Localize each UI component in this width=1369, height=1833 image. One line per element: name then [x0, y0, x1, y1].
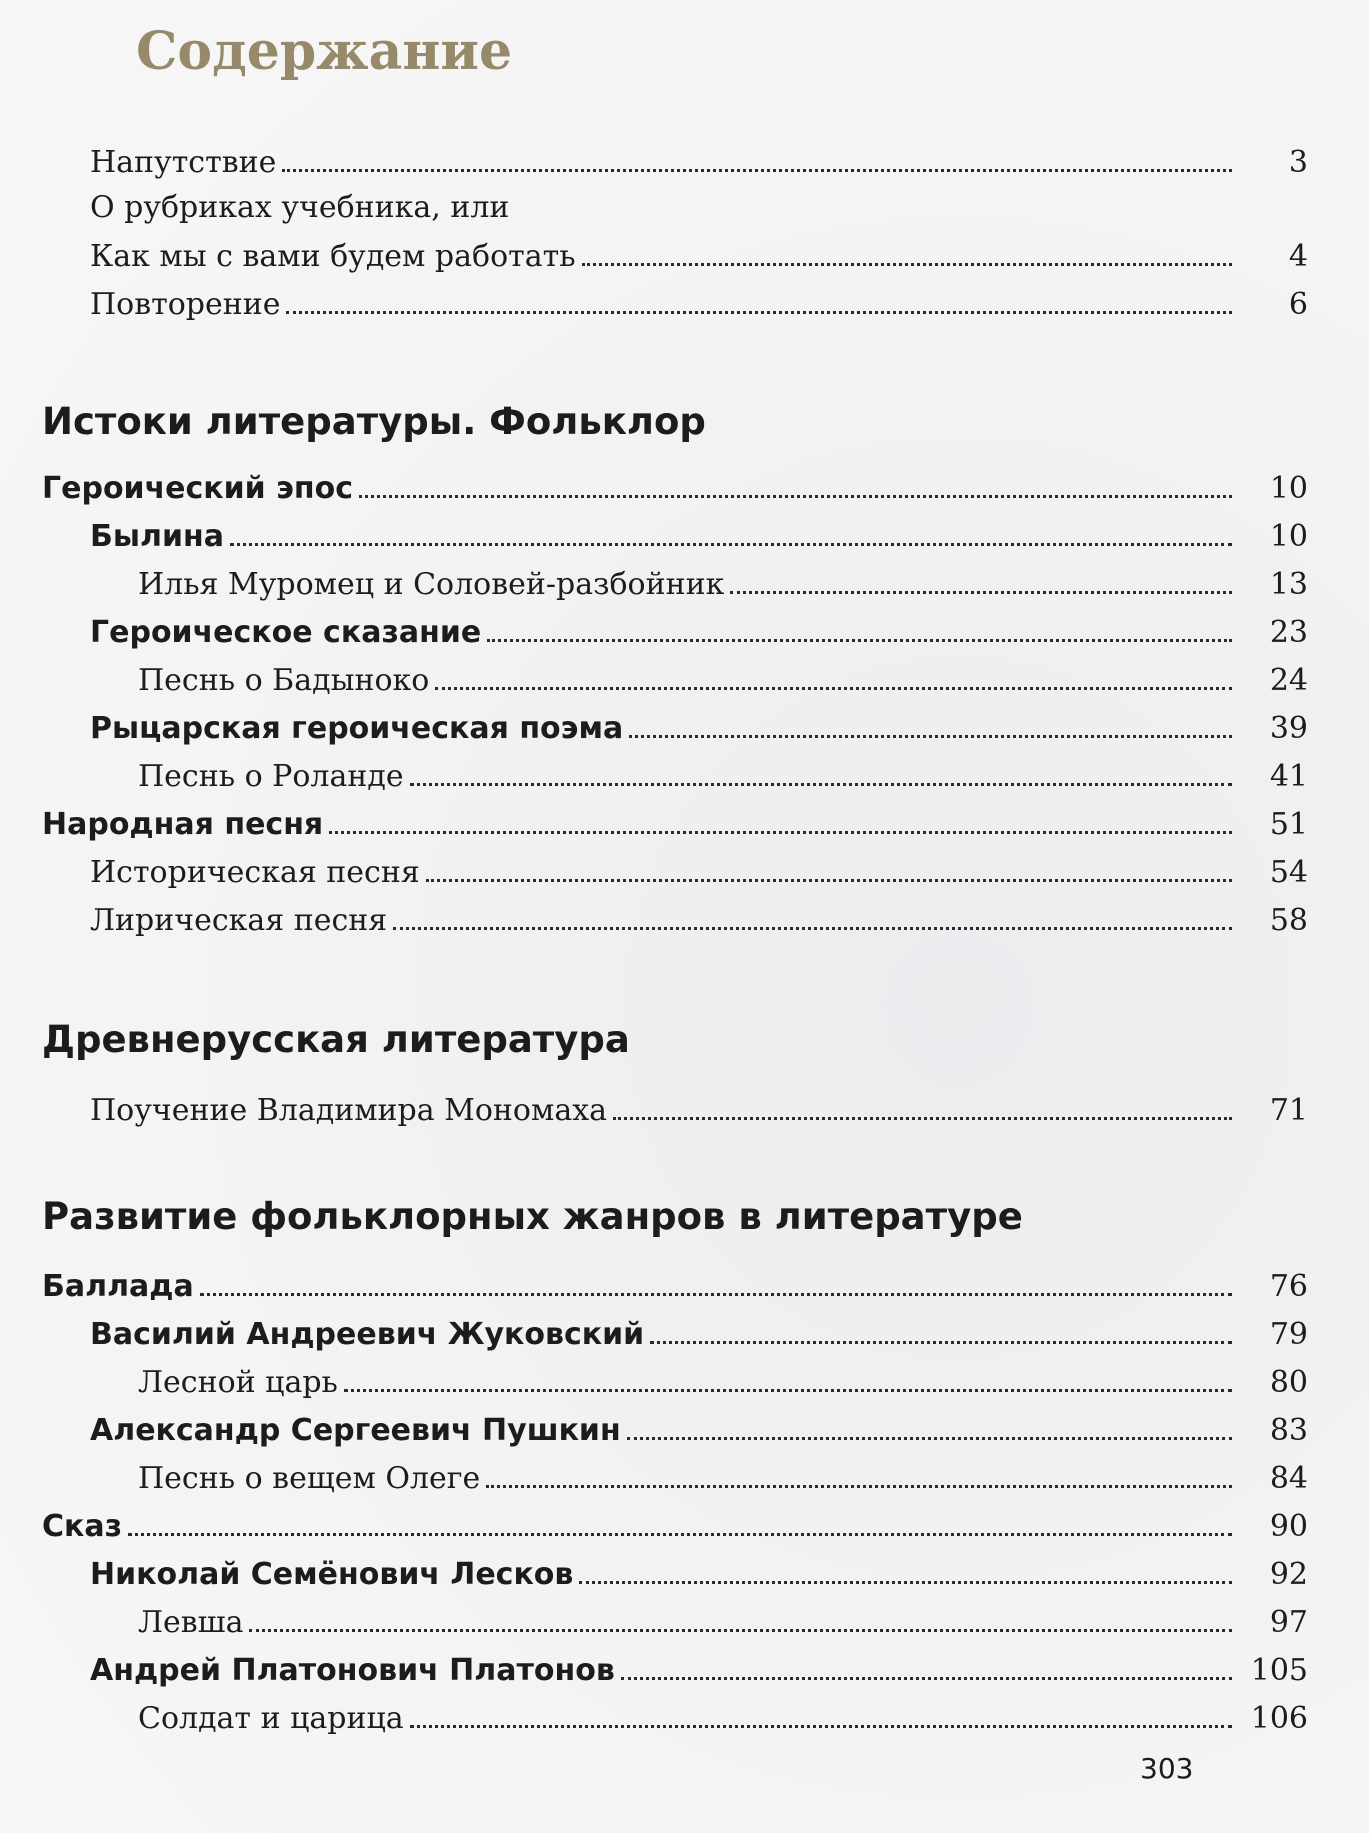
toc-entry	[90, 850, 1308, 890]
dot-leader	[410, 783, 1232, 786]
dot-leader	[286, 311, 1232, 314]
dot-leader	[650, 1341, 1232, 1344]
dot-leader	[359, 495, 1232, 498]
toc-entry-page: 41	[1269, 759, 1308, 794]
toc-entry-text: Солдат и царица	[138, 1701, 404, 1736]
dot-leader	[282, 169, 1232, 172]
dot-leader	[200, 1293, 1232, 1296]
toc-entry-text: Былина	[90, 519, 224, 554]
dot-leader	[487, 639, 1232, 642]
toc-entry-page: 6	[1288, 287, 1308, 322]
toc-entry-page: 106	[1250, 1701, 1308, 1736]
toc-entry-text: Левша	[138, 1605, 244, 1640]
toc-entry	[138, 658, 1308, 698]
toc-entry-text: Лирическая песня	[90, 903, 388, 938]
toc-entry-page: 83	[1269, 1413, 1308, 1448]
toc-entry-page: 84	[1269, 1461, 1308, 1496]
dot-leader	[486, 1485, 1232, 1488]
dot-leader	[128, 1533, 1232, 1536]
toc-entry	[90, 610, 1308, 650]
dot-leader	[230, 543, 1232, 546]
toc-entry-page: 51	[1269, 807, 1308, 842]
toc-entry-text: Баллада	[42, 1269, 194, 1304]
dot-leader	[393, 927, 1232, 930]
toc-entry	[138, 754, 1308, 794]
toc-entry-intro	[90, 282, 1308, 322]
dot-leader	[435, 687, 1232, 690]
toc-entry-intro	[90, 234, 1308, 274]
toc-entry-text: Андрей Платонович Платонов	[90, 1653, 615, 1688]
toc-entry-page: 90	[1269, 1509, 1308, 1544]
toc-entry-page: 3	[1288, 145, 1308, 180]
toc-entry-text: Поучение Владимира Мономаха	[90, 1093, 608, 1128]
section-heading: Истоки литературы. Фольклор	[42, 400, 706, 443]
toc-entry-page: 23	[1269, 615, 1308, 650]
toc-entry-text: Напутствие	[90, 145, 277, 180]
toc-entry-text: Сказ	[42, 1509, 123, 1544]
toc-entry	[90, 1088, 1308, 1128]
toc-entry	[90, 706, 1308, 746]
toc-entry	[90, 1408, 1308, 1448]
toc-entry-text: Илья Муромец и Соловей-разбойник	[138, 567, 725, 602]
toc-entry-page: 97	[1269, 1605, 1308, 1640]
toc-entry-page: 54	[1269, 855, 1308, 890]
dot-leader	[730, 591, 1232, 594]
toc-entry	[42, 802, 1308, 842]
dot-leader	[629, 735, 1232, 738]
toc-entry-page: 24	[1269, 663, 1308, 698]
toc-entry-text: Песнь о вещем Олеге	[138, 1461, 481, 1496]
dot-leader	[426, 879, 1232, 882]
toc-entry-text: Как мы с вами будем работать	[90, 239, 576, 274]
toc-entry-page: 4	[1288, 239, 1308, 274]
toc-entry-text: Народная песня	[42, 807, 324, 842]
toc-entry-text: Песнь о Роланде	[138, 759, 404, 794]
toc-entry-page: 71	[1269, 1093, 1308, 1128]
toc-entry	[42, 1264, 1308, 1304]
toc-entry-text: Песнь о Бадыноко	[138, 663, 430, 698]
toc-entry	[138, 1600, 1308, 1640]
toc-entry-text: О рубриках учебника, или	[90, 190, 510, 225]
toc-entry-text: Лесной царь	[138, 1365, 338, 1400]
toc-entry	[90, 898, 1308, 938]
toc-entry	[90, 514, 1308, 554]
toc-entry	[138, 1456, 1308, 1496]
dot-leader	[329, 831, 1232, 834]
toc-entry-text: Историческая песня	[90, 855, 420, 890]
toc-entry-page: 79	[1269, 1317, 1308, 1352]
dot-leader	[613, 1117, 1232, 1120]
toc-entry-page: 58	[1269, 903, 1308, 938]
section-heading: Древнерусская литература	[42, 1018, 630, 1061]
toc-entry	[138, 1360, 1308, 1400]
toc-entry-page: 10	[1269, 471, 1308, 506]
dot-leader	[627, 1437, 1232, 1440]
dot-leader	[410, 1725, 1232, 1728]
toc-entry	[42, 1504, 1308, 1544]
toc-entry	[90, 1648, 1308, 1688]
toc-entry-page: 80	[1269, 1365, 1308, 1400]
toc-entry-page: 13	[1269, 567, 1308, 602]
toc-entry-text: Василий Андреевич Жуковский	[90, 1317, 645, 1352]
toc-entry	[138, 562, 1308, 602]
toc-entry	[90, 1552, 1308, 1592]
toc-entry-text: Героический эпос	[42, 471, 354, 506]
toc-entry-text: Николай Семёнович Лесков	[90, 1557, 574, 1592]
toc-entry	[138, 1696, 1308, 1736]
dot-leader	[582, 263, 1232, 266]
toc-entry-page: 105	[1250, 1653, 1308, 1688]
toc-entry-page: 92	[1269, 1557, 1308, 1592]
toc-entry-page: 39	[1269, 711, 1308, 746]
page-title: Содержание	[136, 21, 513, 82]
toc-entry-page: 76	[1269, 1269, 1308, 1304]
toc-entry	[90, 1312, 1308, 1352]
page-number: 303	[1140, 1752, 1194, 1785]
toc-entry-intro	[90, 140, 1308, 180]
toc-entry-text: Героическое сказание	[90, 615, 482, 650]
toc-entry-text: Повторение	[90, 287, 281, 322]
dot-leader	[621, 1677, 1232, 1680]
toc-entry	[42, 466, 1308, 506]
toc-entry-text: Рыцарская героическая поэма	[90, 711, 624, 746]
dot-leader	[344, 1389, 1232, 1392]
toc-entry-page: 10	[1269, 519, 1308, 554]
dot-leader	[249, 1629, 1232, 1632]
section-heading: Развитие фольклорных жанров в литературе	[42, 1195, 1023, 1238]
toc-entry-text: Александр Сергеевич Пушкин	[90, 1413, 621, 1448]
dot-leader	[579, 1581, 1232, 1584]
